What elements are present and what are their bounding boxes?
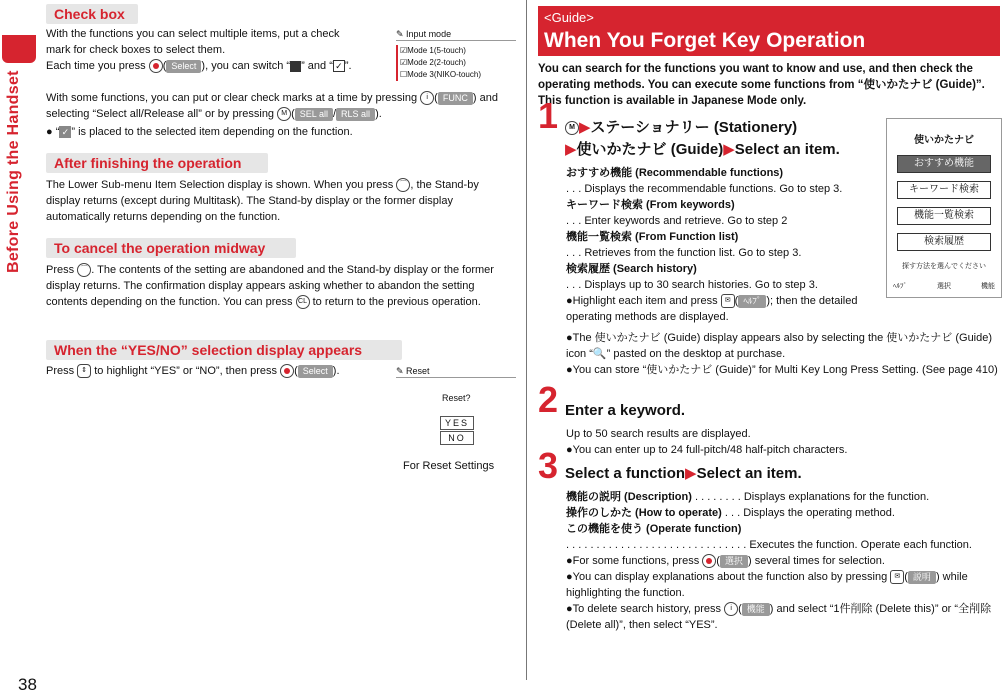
- reset-caption: For Reset Settings: [403, 460, 495, 472]
- check-box-heading: Check box: [46, 4, 138, 24]
- power-key-icon: ⌒: [77, 263, 91, 277]
- cancel-p1: Press ⌒ . The contents of the setting are abandoned and the Stand-by display or the former display returns. The confirmation display appears asking whether to abandon the setting contents depending on the function. You can press CL to return to the previous operation.: [46, 264, 494, 308]
- sentaku-softkey: 選択: [720, 555, 748, 568]
- item-history-label: 検索履歴 (Search history): [566, 263, 697, 275]
- rls-all-softkey: RLS all: [336, 108, 375, 121]
- guide-softkey-function[interactable]: 機能: [981, 283, 995, 290]
- after-p1: The Lower Sub-menu Item Selection display is shown. When you press ⌒ , the Stand-by display returns (except during Multitask). The Stand-by display or the former display automatically returns depending on the function.: [46, 179, 479, 223]
- step-1-number: 1: [538, 95, 559, 136]
- step-3-bullet-2: ●You can display explanations about the function also by pressing ✉ ( 説明 ) while highlighting the function.: [566, 571, 968, 599]
- guide-softkey-help[interactable]: ﾍﾙﾌﾟ: [893, 283, 907, 290]
- step-3-title: Select a function▶Select an item.: [565, 465, 802, 482]
- yesno-heading: When the “YES/NO” selection display appears: [46, 340, 402, 360]
- step-2-p1: Up to 50 search results are displayed.: [566, 428, 751, 440]
- guide-icon: 🔍: [592, 348, 607, 360]
- step-3-bullet-1: ●For some functions, press ( 選択 ) several times for selection.: [566, 555, 885, 567]
- cancel-heading: To cancel the operation midway: [46, 238, 296, 258]
- item-function-list-desc: . . . Retrieves from the function list. Go to step 3.: [566, 247, 802, 259]
- step-2-number: 2: [538, 379, 559, 420]
- mode-3-item: ☐Mode 3(NIKO-touch): [400, 70, 481, 79]
- item-keyword-desc: . . . Enter keywords and retrieve. Go to step 2: [566, 215, 788, 227]
- step-3-bullet-3: ●To delete search history, press i ( 機能 ) and select “1件削除 (Delete this)” or “全削除 (Delete all)”, then select “YES”.: [566, 603, 992, 631]
- guide-title: When You Forget Key Operation: [544, 29, 866, 52]
- step-2-bullet-1: ●You can enter up to 24 full-pitch/48 half-pitch characters.: [566, 444, 848, 456]
- side-tab: [0, 0, 40, 697]
- guide-screen-item-recommend[interactable]: おすすめ機能: [897, 155, 991, 173]
- guide-screen-item-history[interactable]: 検索履歴: [897, 233, 991, 251]
- step-1-bullet-2: ●The 使いかたナビ (Guide) display appears also by selecting the 使いかたナビ (Guide) icon “🔍” pasted on the desktop at purchase.: [566, 332, 993, 360]
- center-key-icon: [149, 59, 163, 73]
- step-2-title: Enter a keyword.: [565, 402, 686, 419]
- guide-screen-softkeys: [887, 279, 1001, 295]
- mode-1-item: ☑Mode 1(5-touch): [400, 46, 466, 55]
- step-1-bullet-1: ●Highlight each item and press ✉ ( ﾍﾙﾌﾟ ); then the detailed operating methods are displayed.: [566, 295, 858, 323]
- reset-question: Reset?: [442, 393, 471, 403]
- center-key-icon: [280, 364, 294, 378]
- after-heading: After finishing the operation: [46, 153, 268, 173]
- check-box-p4: ● “ ✓ ” is placed to the selected item depending on the function.: [46, 126, 353, 138]
- i-mode-key-icon: i: [724, 602, 738, 616]
- help-softkey: ﾍﾙﾌﾟ: [738, 295, 766, 308]
- clear-key-icon: CL: [296, 295, 310, 309]
- check-mark-icon: ✓: [59, 126, 71, 138]
- guide-screen-footer: 探す方法を選んでください: [902, 263, 986, 270]
- step-3-number: 3: [538, 445, 559, 486]
- guide-header: [538, 6, 1000, 56]
- item-recommend-desc: . . . Displays the recommendable functions. Go to step 3.: [566, 183, 843, 195]
- step-1-items: [566, 165, 886, 325]
- i-mode-key-icon: i: [420, 91, 434, 105]
- power-key-icon: ⌒: [396, 178, 410, 192]
- select-softkey: Select: [298, 365, 333, 378]
- guide-intro: You can search for the functions you want to know and use, and then check the operating methods. You can execute some functions from “使いかたナビ (Guide)”. This function is available in Japanese Mode only.: [538, 63, 985, 107]
- item-recommend-label: おすすめ機能 (Recommendable functions): [566, 167, 784, 179]
- column-divider: [526, 0, 527, 680]
- mail-key-icon: ✉: [721, 294, 735, 308]
- guide-screen-item-keyword[interactable]: キーワード検索: [897, 181, 991, 199]
- sel-all-softkey: SEL all: [295, 108, 333, 121]
- guide-screen-title: 使いかたナビ: [914, 135, 974, 146]
- step-1-title: M ▶ステーショナリー (Stationery) ▶使いかたナビ (Guide)▶Select an item.: [565, 119, 840, 158]
- step-1-bullet-3: ●You can store “使いかたナビ (Guide)” for Multi Key Long Press Setting. (See page 410): [566, 364, 998, 376]
- setsumei-softkey: 説明: [908, 571, 936, 584]
- reset-title: Reset: [406, 366, 430, 376]
- kinou-softkey: 機能: [742, 603, 770, 616]
- checked-box-icon: ✓: [333, 60, 345, 72]
- step-3-item-1: 機能の説明 (Description) . . . . . . . . Displays explanations for the function.: [566, 491, 930, 503]
- func-softkey: FUNC: [438, 92, 473, 105]
- mode-2-item: ☑Mode 2(2-touch): [400, 58, 466, 67]
- side-tab-label: Before Using the Handset: [5, 70, 22, 273]
- check-box-p3: With some functions, you can put or clear check marks at a time by pressing i ( FUNC ) and selecting “Select all/Release all” or by pressing M ( SEL all / RLS all ).: [46, 92, 498, 120]
- item-function-list-label: 機能一覧検索 (From Function list): [566, 231, 739, 243]
- center-key-icon: [702, 554, 716, 568]
- select-softkey: Select: [166, 60, 201, 73]
- step-3-item-3-desc: . . . . . . . . . . . . . . . . . . . . . . . . . . . . . . Executes the function. Operate each function.: [566, 539, 972, 551]
- step-3-body: [566, 489, 1004, 633]
- mail-key-icon: ✉: [890, 570, 904, 584]
- yesno-p1: Press ⇕ to highlight “YES” or “NO”, then press ( Select ).: [46, 365, 340, 377]
- step-1-notes: [566, 330, 1002, 378]
- guide-tag: <Guide>: [544, 10, 594, 25]
- item-history-desc: . . . Displays up to 30 search histories. Go to step 3.: [566, 279, 818, 291]
- step-3-item-3-label: この機能を使う (Operate function): [566, 523, 742, 535]
- menu-key-icon: M: [277, 107, 291, 121]
- side-tab-marker: [2, 35, 36, 63]
- input-mode-title: Input mode: [406, 29, 452, 39]
- guide-screenshot: [886, 118, 1002, 298]
- reset-screenshot: ✎ Reset Reset? YES NO: [396, 365, 516, 457]
- item-keyword-label: キーワード検索 (From keywords): [566, 199, 735, 211]
- menu-key-icon: M: [565, 121, 579, 135]
- check-box-p2: Each time you press ( Select ), you can switch “ ” and “ ✓ ”.: [46, 60, 352, 72]
- guide-screen-item-function-list[interactable]: 機能一覧検索: [897, 207, 991, 225]
- unchecked-box-icon: [290, 61, 301, 72]
- step-3-item-2: 操作のしかた (How to operate) . . . Displays the operating method.: [566, 507, 895, 519]
- input-mode-screenshot: ✎ Input mode ☑Mode 1(5-touch) ☑Mode 2(2-touch) ☐Mode 3(NIKO-touch): [396, 28, 516, 86]
- check-box-p1: With the functions you can select multiple items, put a check mark for check boxes to select them.: [46, 28, 340, 56]
- up-down-key-icon: ⇕: [77, 364, 91, 378]
- page-number: 38: [18, 675, 37, 694]
- guide-softkey-select[interactable]: 選択: [937, 283, 951, 290]
- no-option[interactable]: NO: [440, 431, 474, 445]
- yes-option[interactable]: YES: [440, 416, 474, 430]
- step-2-body: [566, 426, 1002, 458]
